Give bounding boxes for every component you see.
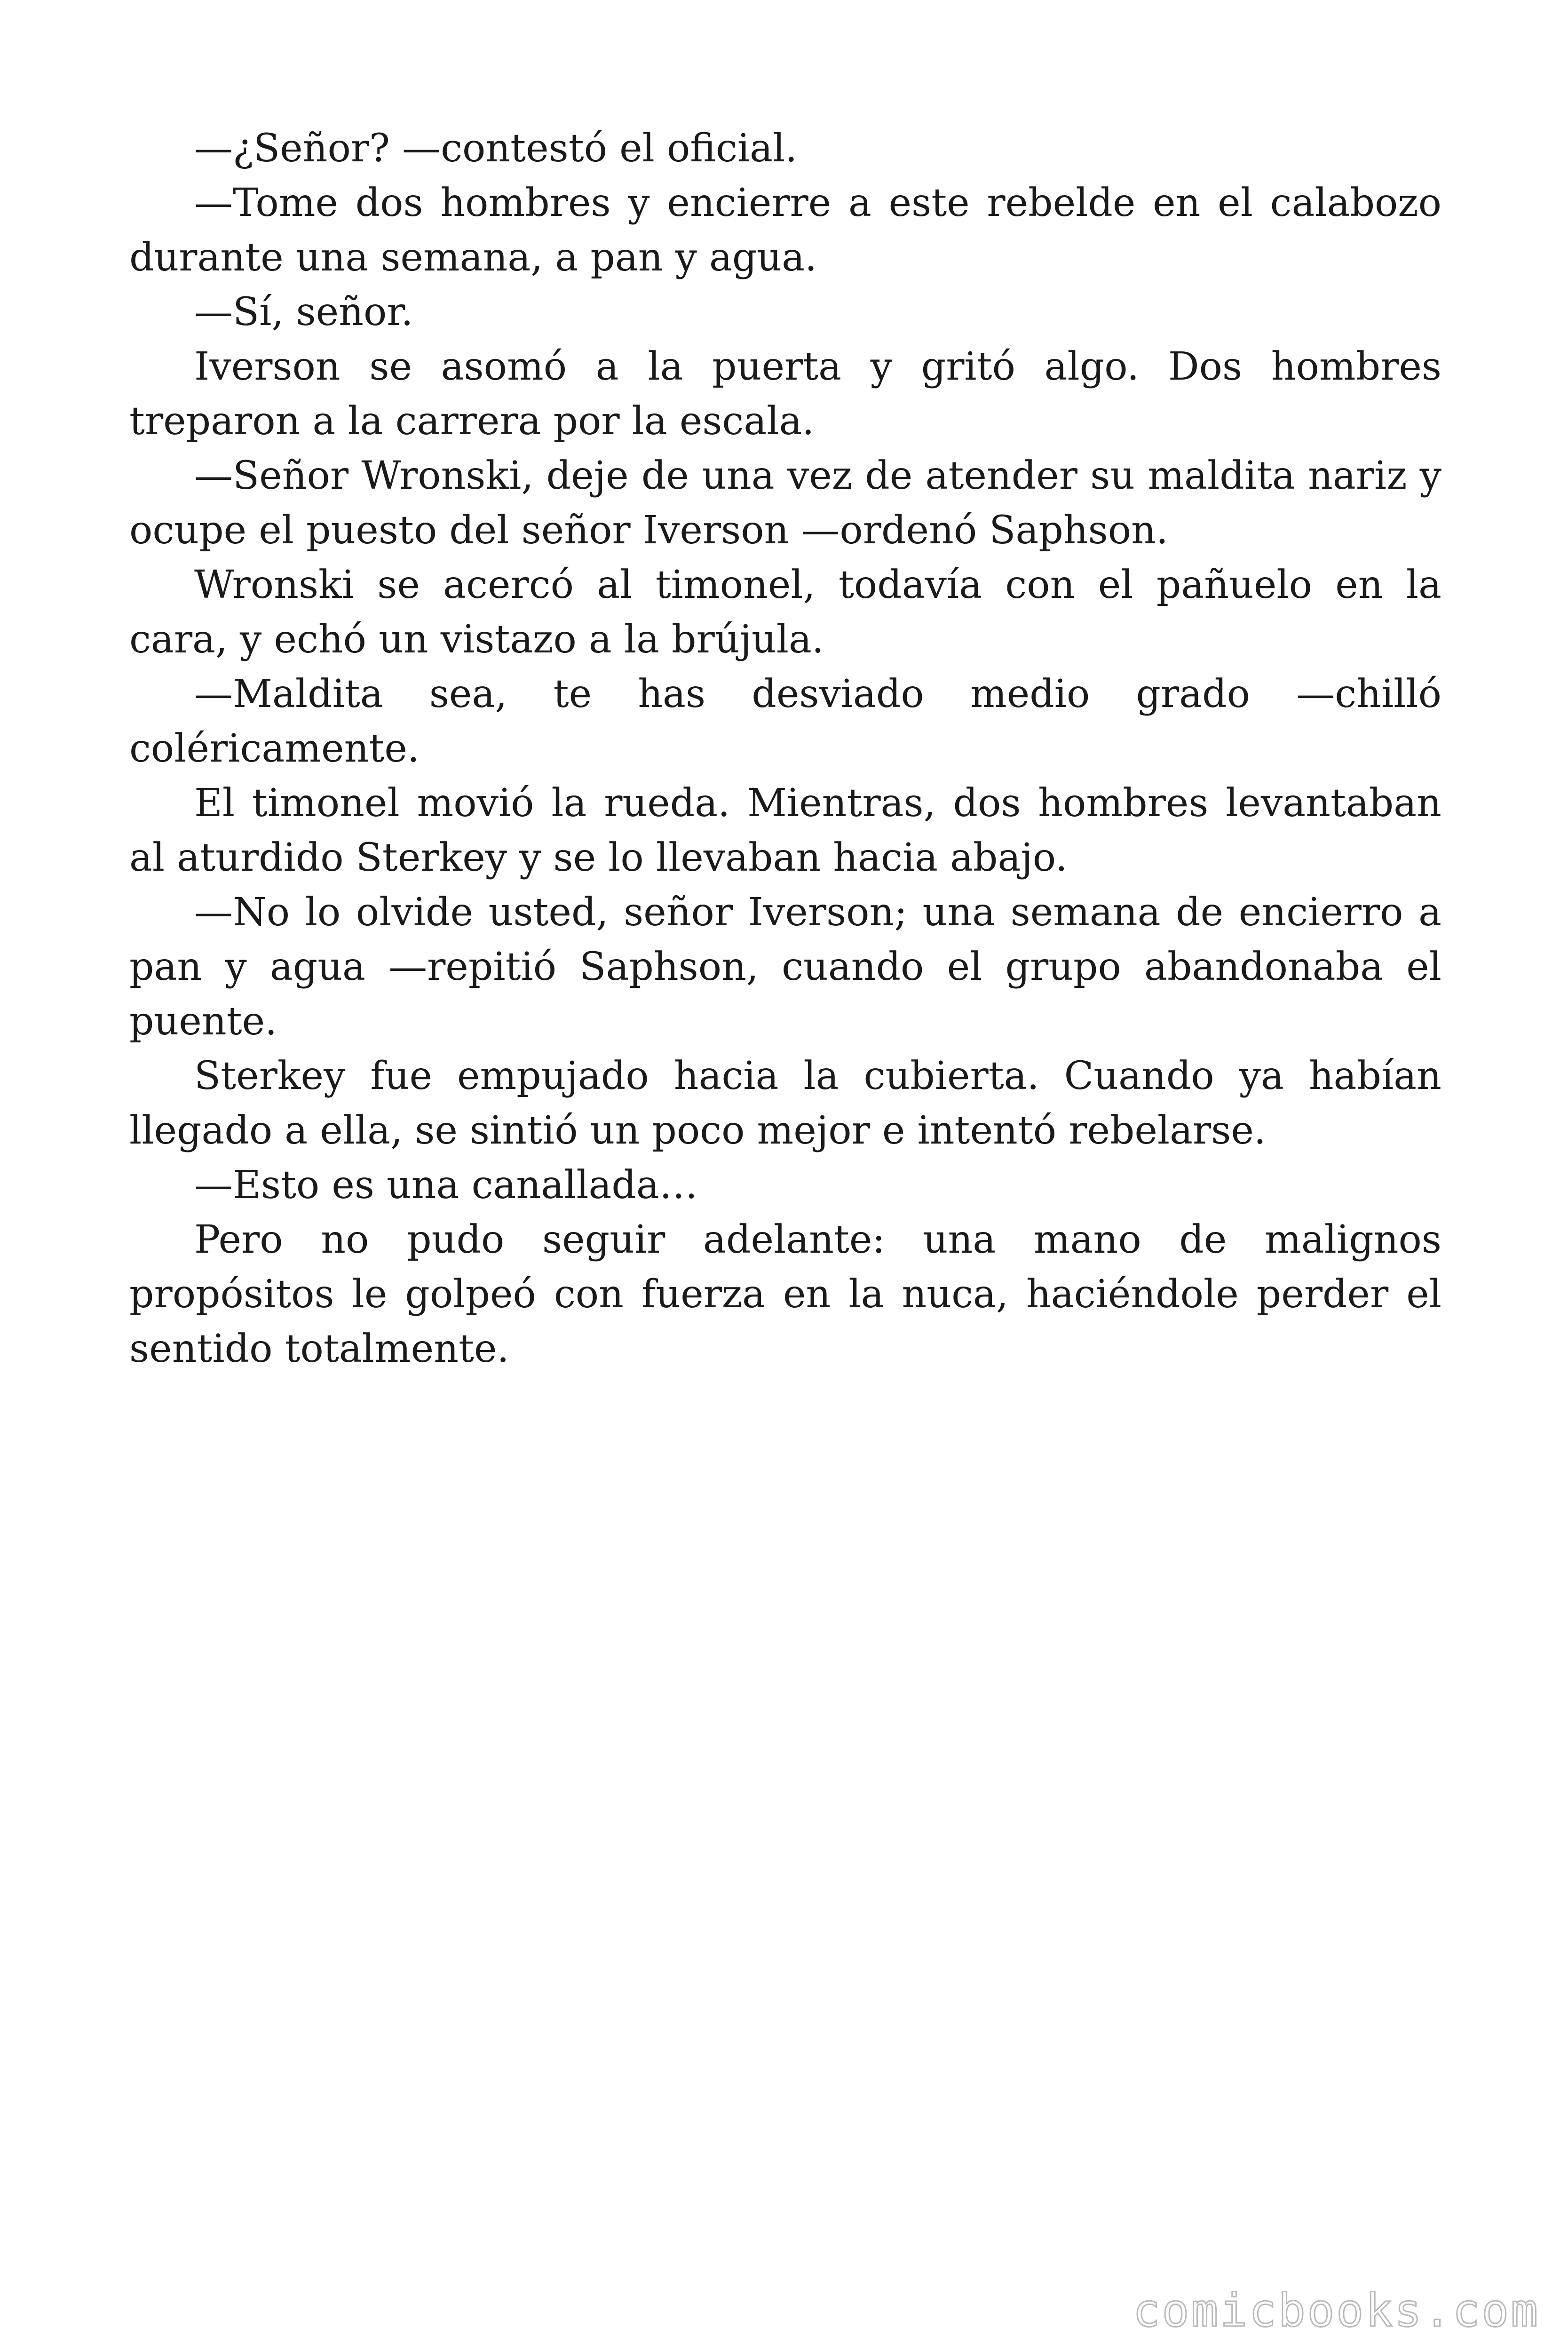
paragraph: Sterkey fue empujado hacia la cubierta. Cuando ya habían llegado a ella, se sintió un poco mejor e intentó rebelarse. (129, 1054, 1441, 1153)
paragraph: —Esto es una canallada… (194, 1163, 698, 1208)
paragraph: Wronski se acercó al timonel, todavía con el pañuelo en la cara, y echó un vistazo a la brújula. (129, 563, 1441, 662)
paragraph: —Señor Wronski, deje de una vez de atender su maldita nariz y ocupe el puesto del señor Iverson —ordenó Saphson. (129, 453, 1441, 553)
watermark: comicbooks.com (1132, 2284, 1540, 2337)
paragraph: El timonel movió la rueda. Mientras, dos hombres levantaban al aturdido Sterkey y se lo llevaban hacia abajo. (129, 781, 1441, 880)
paragraph: —Tome dos hombres y encierre a este rebelde en el calabozo durante una semana, a pan y agua. (129, 181, 1441, 280)
paragraph: —No lo olvide usted, señor Iverson; una semana de encierro a pan y agua —repitió Saphson, cuando el grupo abandonaba el puente. (129, 890, 1441, 1044)
paragraph: —¿Señor? —contestó el oficial. (194, 126, 798, 171)
paragraph: Iverson se asomó a la puerta y gritó algo. Dos hombres treparon a la carrera por la escala. (129, 344, 1441, 444)
page-body (129, 121, 1441, 1376)
paragraph: —Sí, señor. (194, 290, 413, 334)
paragraph: Pero no pudo seguir adelante: una mano de malignos propósitos le golpeó con fuerza en la nuca, haciéndole perder el sentido totalmente. (129, 1217, 1441, 1371)
paragraph: —Maldita sea, te has desviado medio grado —chilló coléricamente. (129, 672, 1441, 771)
